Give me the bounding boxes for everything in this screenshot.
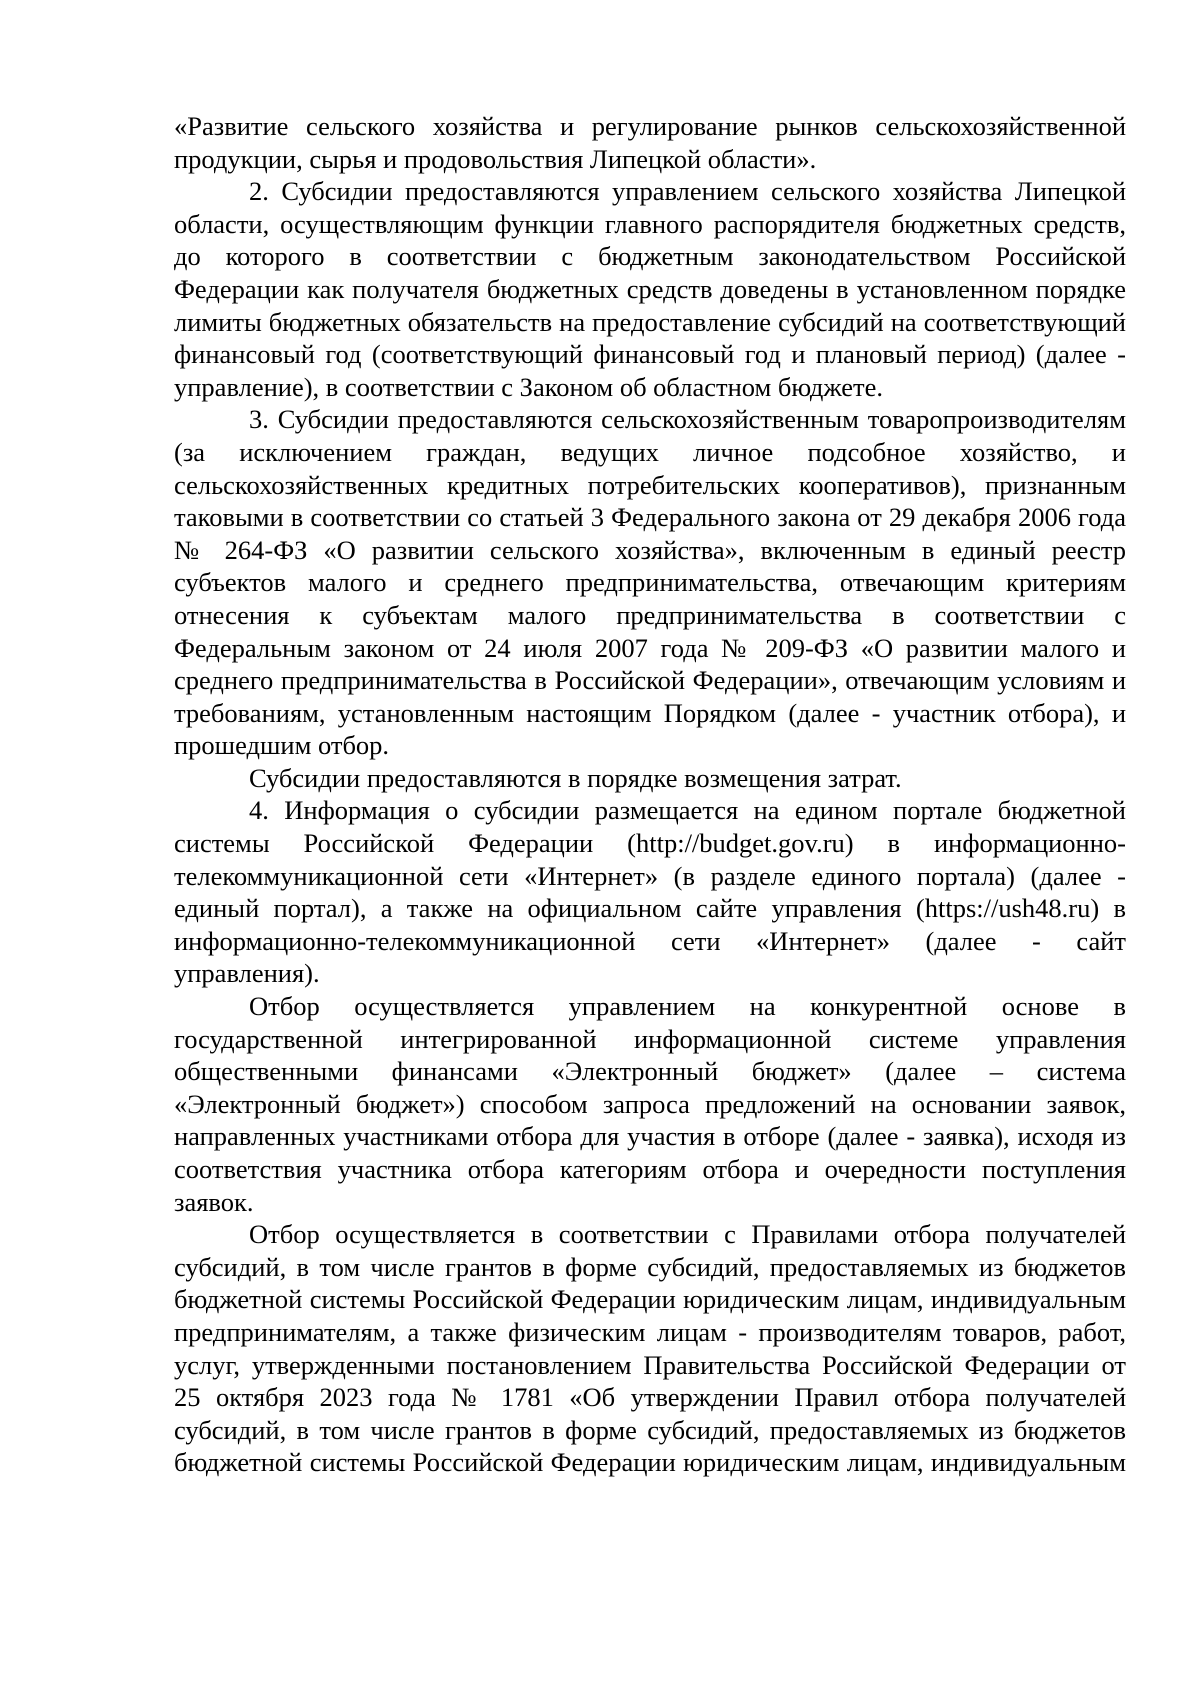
paragraph-item-3: 3. Субсидии предоставляются сельскохозяйственным товаропроизводителям (за исключением граждан, ведущих личное подсобное хозяйство, и сельскохозяйственных кредитных потребительских кооперативов), признанным таковыми в соответствии со статьей 3 Федерального закона от 29 декабря 2006 года № 264-ФЗ «О развитии сельского хозяйства», включенным в единый реестр субъектов малого и среднего предпринимательства, отвечающим критериям отнесения к субъектам малого предпринимательства в соответствии с Федеральным законом от 24 июля 2007 года № 209-ФЗ «О развитии малого и среднего предпринимательства в Российской Федерации», отвечающим условиям и требованиям, установленным настоящим Порядком (далее - участник отбора), и прошедшим отбор. — [174, 404, 1126, 761]
paragraph-item-2: 2. Субсидии предоставляются управлением сельского хозяйства Липецкой области, осуществляющим функции главного распорядителя бюджетных средств, до которого в соответствии с бюджетным законодательством Российской Федерации как получателя бюджетных средств доведены в установленном порядке лимиты бюджетных обязательств на предоставление субсидий на соответствующий финансовый год (соответствующий финансовый год и плановый период) (далее - управление), в соответствии с Законом об областном бюджете. — [174, 176, 1126, 402]
document-body — [174, 110, 1126, 1479]
paragraph-item-4: 4. Информация о субсидии размещается на едином портале бюджетной системы Российской Федерации (http://budget.gov.ru) в информационно-телекоммуникационной сети «Интернет» (в разделе единого портала) (далее - единый портал), а также на официальном сайте управления (https://ush48.ru) в информационно-телекоммуникационной сети «Интернет» (далее - сайт управления). — [174, 795, 1126, 989]
paragraph-selection-basis: Отбор осуществляется управлением на конкурентной основе в государственной интегрированной информационной системе управления общественными финансами «Электронный бюджет» (далее – система «Электронный бюджет») способом запроса предложений на основании заявок, направленных участниками отбора для участия в отборе (далее - заявка), исходя из соответствия участника отбора категориям отбора и очередности поступления заявок. — [174, 991, 1126, 1217]
paragraph-reimbursement: Субсидии предоставляются в порядке возмещения затрат. — [249, 762, 902, 793]
paragraph-program-title: «Развитие сельского хозяйства и регулирование рынков сельскохозяйственной продукции, сырья и продовольствия Липецкой области». — [174, 111, 1126, 174]
paragraph-selection-rules: Отбор осуществляется в соответствии с Правилами отбора получателей субсидий, в том числе грантов в форме субсидий, предоставляемых из бюджетов бюджетной системы Российской Федерации юридическим лицам, индивидуальным предпринимателям, а также физическим лицам - производителям товаров, работ, услуг, утвержденными постановлением Правительства Российской Федерации от 25 октября 2023 года № 1781 «Об утверждении Правил отбора получателей субсидий, в том числе грантов в форме субсидий, предоставляемых из бюджетов бюджетной системы Российской Федерации юридическим лицам, индивидуальным — [174, 1219, 1126, 1478]
